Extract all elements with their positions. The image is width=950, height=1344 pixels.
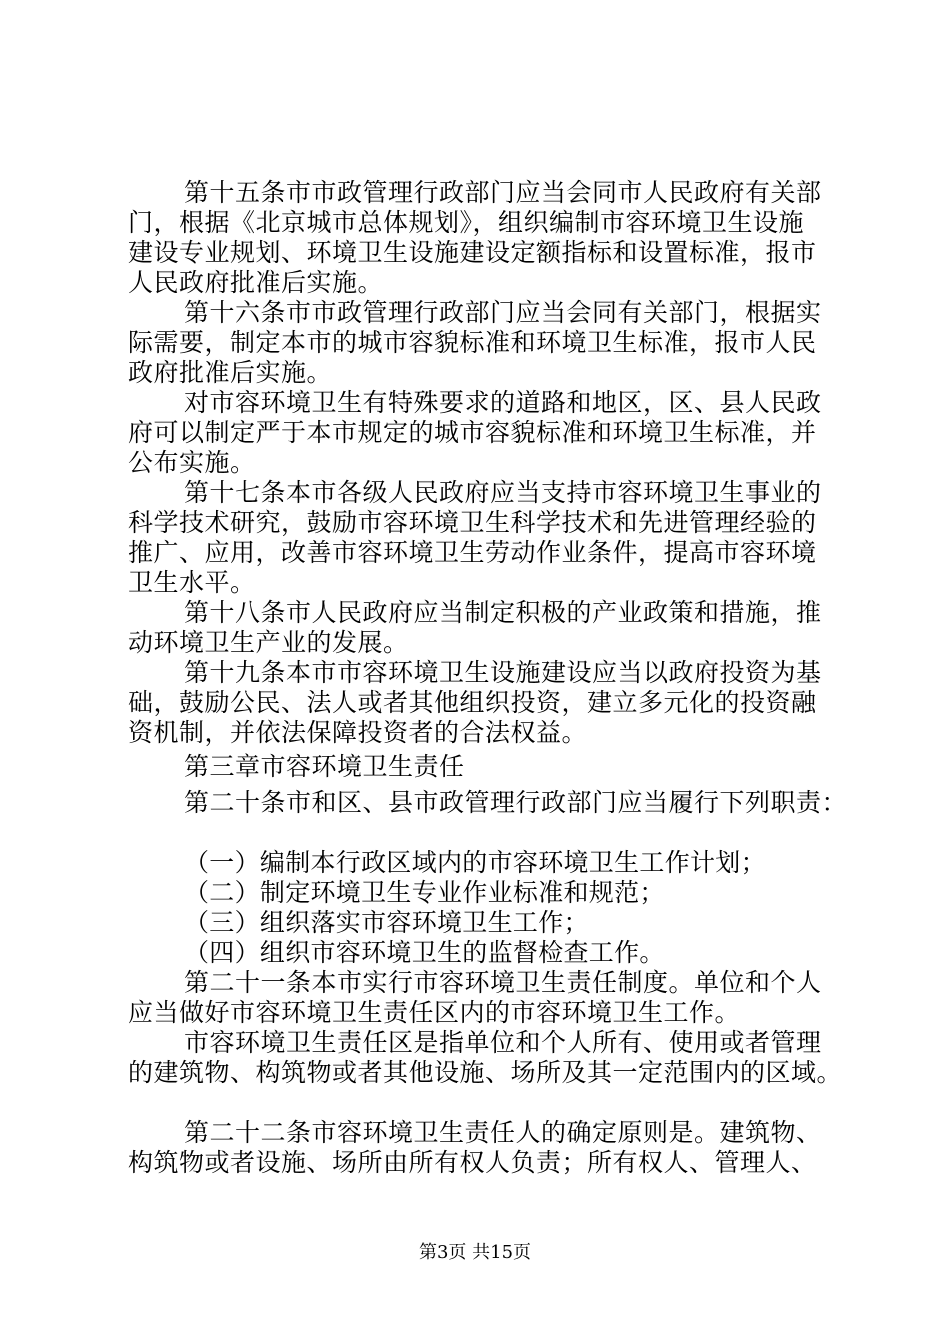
page-footer: 第3页 共15页 (418, 1242, 532, 1263)
text-line: 建设专业规划、环境卫生设施建设定额指标和设置标准，报市 (128, 238, 817, 267)
text-line: 础，鼓励公民、法人或者其他组织投资，建立多元化的投资融 (128, 688, 817, 717)
list-item: （一）编制本行政区域内的市容环境卫生工作计划； (184, 848, 766, 877)
text-line: 际需要，制定本市的城市容貌标准和环境卫生标准，报市人民 (128, 328, 817, 357)
text-line: 构筑物或者设施、场所由所有权人负责；所有权人、管理人、 (128, 1148, 817, 1177)
list-item: （四）组织市容环境卫生的监督检查工作。 (184, 938, 665, 967)
text-line: 第十八条市人民政府应当制定积极的产业政策和措施，推 (184, 598, 822, 627)
text-line: 应当做好市容环境卫生责任区内的市容环境卫生工作。 (128, 998, 741, 1027)
text-line: 政府批准后实施。 (128, 358, 333, 387)
list-item: （二）制定环境卫生专业作业标准和规范； (184, 878, 665, 907)
list-item: （三）组织落实市容环境卫生工作； (184, 908, 589, 937)
text-line: 人民政府批准后实施。 (128, 268, 384, 297)
text-line: 第十七条本市各级人民政府应当支持市容环境卫生事业的 (184, 478, 822, 507)
text-line: 第二十二条市容环境卫生责任人的确定原则是。建筑物、 (184, 1118, 822, 1147)
text-line: 市容环境卫生责任区是指单位和个人所有、使用或者管理 (184, 1028, 822, 1057)
text-line: 对市容环境卫生有特殊要求的道路和地区，区、县人民政 (184, 388, 822, 417)
text-line: 第二十一条本市实行市容环境卫生责任制度。单位和个人 (184, 968, 822, 997)
text-line: 推广、应用，改善市容环境卫生劳动作业条件，提高市容环境 (128, 538, 817, 567)
text-line: 卫生水平。 (128, 568, 256, 597)
text-line: 动环境卫生产业的发展。 (128, 628, 409, 657)
text-line: 公布实施。 (128, 448, 256, 477)
text-line: 门，根据《北京城市总体规划》，组织编制市容环境卫生设施 (128, 208, 805, 237)
chapter-heading: 第三章市容环境卫生责任 (184, 752, 465, 781)
text-line: 第十五条市市政管理行政部门应当会同市人民政府有关部 (184, 178, 822, 207)
text-line: 的建筑物、构筑物或者其他设施、场所及其一定范围内的区域。 (128, 1058, 843, 1087)
text-line: 第二十条市和区、县市政管理行政部门应当履行下列职责： (184, 788, 848, 817)
text-line: 科学技术研究，鼓励市容环境卫生科学技术和先进管理经验的 (128, 508, 817, 537)
text-line: 第十六条市市政管理行政部门应当会同有关部门，根据实 (184, 298, 822, 327)
text-line: 府可以制定严于本市规定的城市容貌标准和环境卫生标准，并 (128, 418, 817, 447)
text-line: 第十九条本市市容环境卫生设施建设应当以政府投资为基 (184, 658, 822, 687)
text-line: 资机制，并依法保障投资者的合法权益。 (128, 718, 588, 747)
